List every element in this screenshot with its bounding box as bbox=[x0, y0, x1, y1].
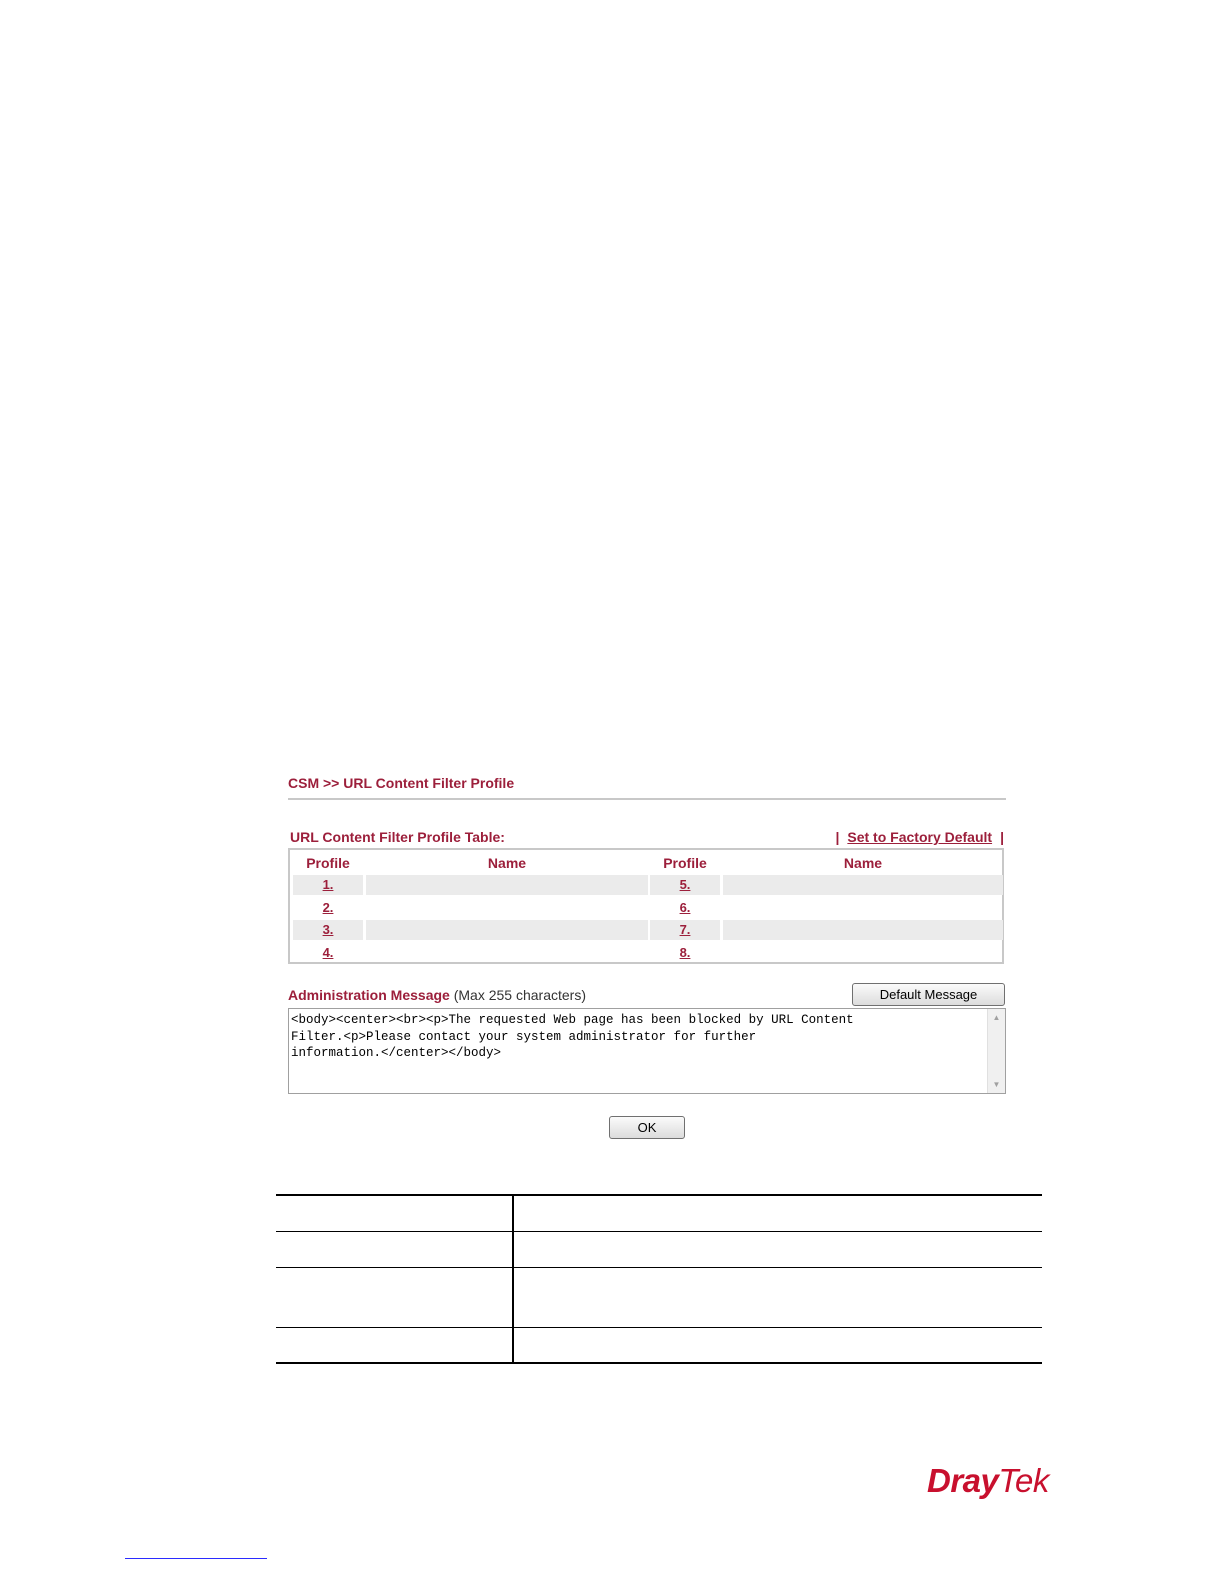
profile-table bbox=[288, 848, 1004, 964]
logo-dray: Dray bbox=[927, 1462, 999, 1499]
profile-name-4 bbox=[366, 943, 648, 963]
profile-name-6 bbox=[723, 898, 1003, 918]
factory-default-link-group bbox=[827, 829, 1004, 845]
table-row bbox=[276, 1267, 1042, 1327]
profile-link-7[interactable]: 7. bbox=[679, 922, 691, 937]
profile-table-title: URL Content Filter Profile Table: bbox=[290, 829, 505, 845]
header-name-left: Name bbox=[487, 855, 527, 871]
profile-link-4[interactable]: 4. bbox=[322, 945, 334, 960]
profile-link-2[interactable]: 2. bbox=[322, 900, 334, 915]
profile-link-8[interactable]: 8. bbox=[679, 945, 691, 960]
profile-name-2 bbox=[366, 898, 648, 918]
profile-name-1 bbox=[366, 875, 648, 895]
profile-table-header bbox=[290, 855, 1002, 873]
admin-message-label bbox=[288, 987, 586, 1003]
header-profile-left: Profile bbox=[306, 855, 350, 871]
admin-message-title: Administration Message bbox=[288, 987, 450, 1003]
table-row bbox=[293, 943, 1003, 963]
table-row bbox=[293, 898, 1003, 918]
admin-message-note: (Max 255 characters) bbox=[453, 987, 586, 1003]
profile-link-1[interactable]: 1. bbox=[322, 877, 334, 892]
footer-link-underline bbox=[125, 1558, 267, 1559]
title-divider bbox=[288, 798, 1006, 800]
table-row bbox=[276, 1327, 1042, 1363]
profile-link-3[interactable]: 3. bbox=[322, 922, 334, 937]
admin-message-textarea[interactable] bbox=[288, 1008, 1006, 1094]
separator: | bbox=[835, 829, 840, 845]
ok-button[interactable]: OK bbox=[609, 1116, 685, 1139]
default-message-button[interactable]: Default Message bbox=[852, 983, 1005, 1006]
logo-tek: Tek bbox=[998, 1462, 1049, 1499]
profile-name-7 bbox=[723, 920, 1003, 940]
admin-message-text: <body><center><br><p>The requested Web page has been blocked by URL Content Filter.<p>Please contact your system administrator for further information.</center></body> bbox=[291, 1013, 854, 1060]
scroll-up-arrow-icon[interactable]: ▲ bbox=[992, 1013, 1001, 1022]
set-to-factory-default-link[interactable]: Set to Factory Default bbox=[847, 829, 993, 845]
table-row bbox=[293, 875, 1003, 895]
scroll-down-arrow-icon[interactable]: ▼ bbox=[992, 1080, 1001, 1089]
header-profile-right: Profile bbox=[663, 855, 707, 871]
draytek-logo bbox=[927, 1462, 1049, 1500]
profile-name-3 bbox=[366, 920, 648, 940]
profile-link-6[interactable]: 6. bbox=[679, 900, 691, 915]
table-row bbox=[293, 920, 1003, 940]
textarea-scrollbar[interactable] bbox=[987, 1009, 1005, 1093]
separator: | bbox=[1000, 829, 1004, 845]
profile-link-5[interactable]: 5. bbox=[679, 877, 691, 892]
breadcrumb: CSM >> URL Content Filter Profile bbox=[288, 775, 515, 791]
header-name-right: Name bbox=[843, 855, 883, 871]
description-table bbox=[276, 1194, 1042, 1364]
profile-name-8 bbox=[723, 943, 1003, 963]
profile-name-5 bbox=[723, 875, 1003, 895]
table-row bbox=[276, 1195, 1042, 1231]
table-row bbox=[276, 1231, 1042, 1267]
